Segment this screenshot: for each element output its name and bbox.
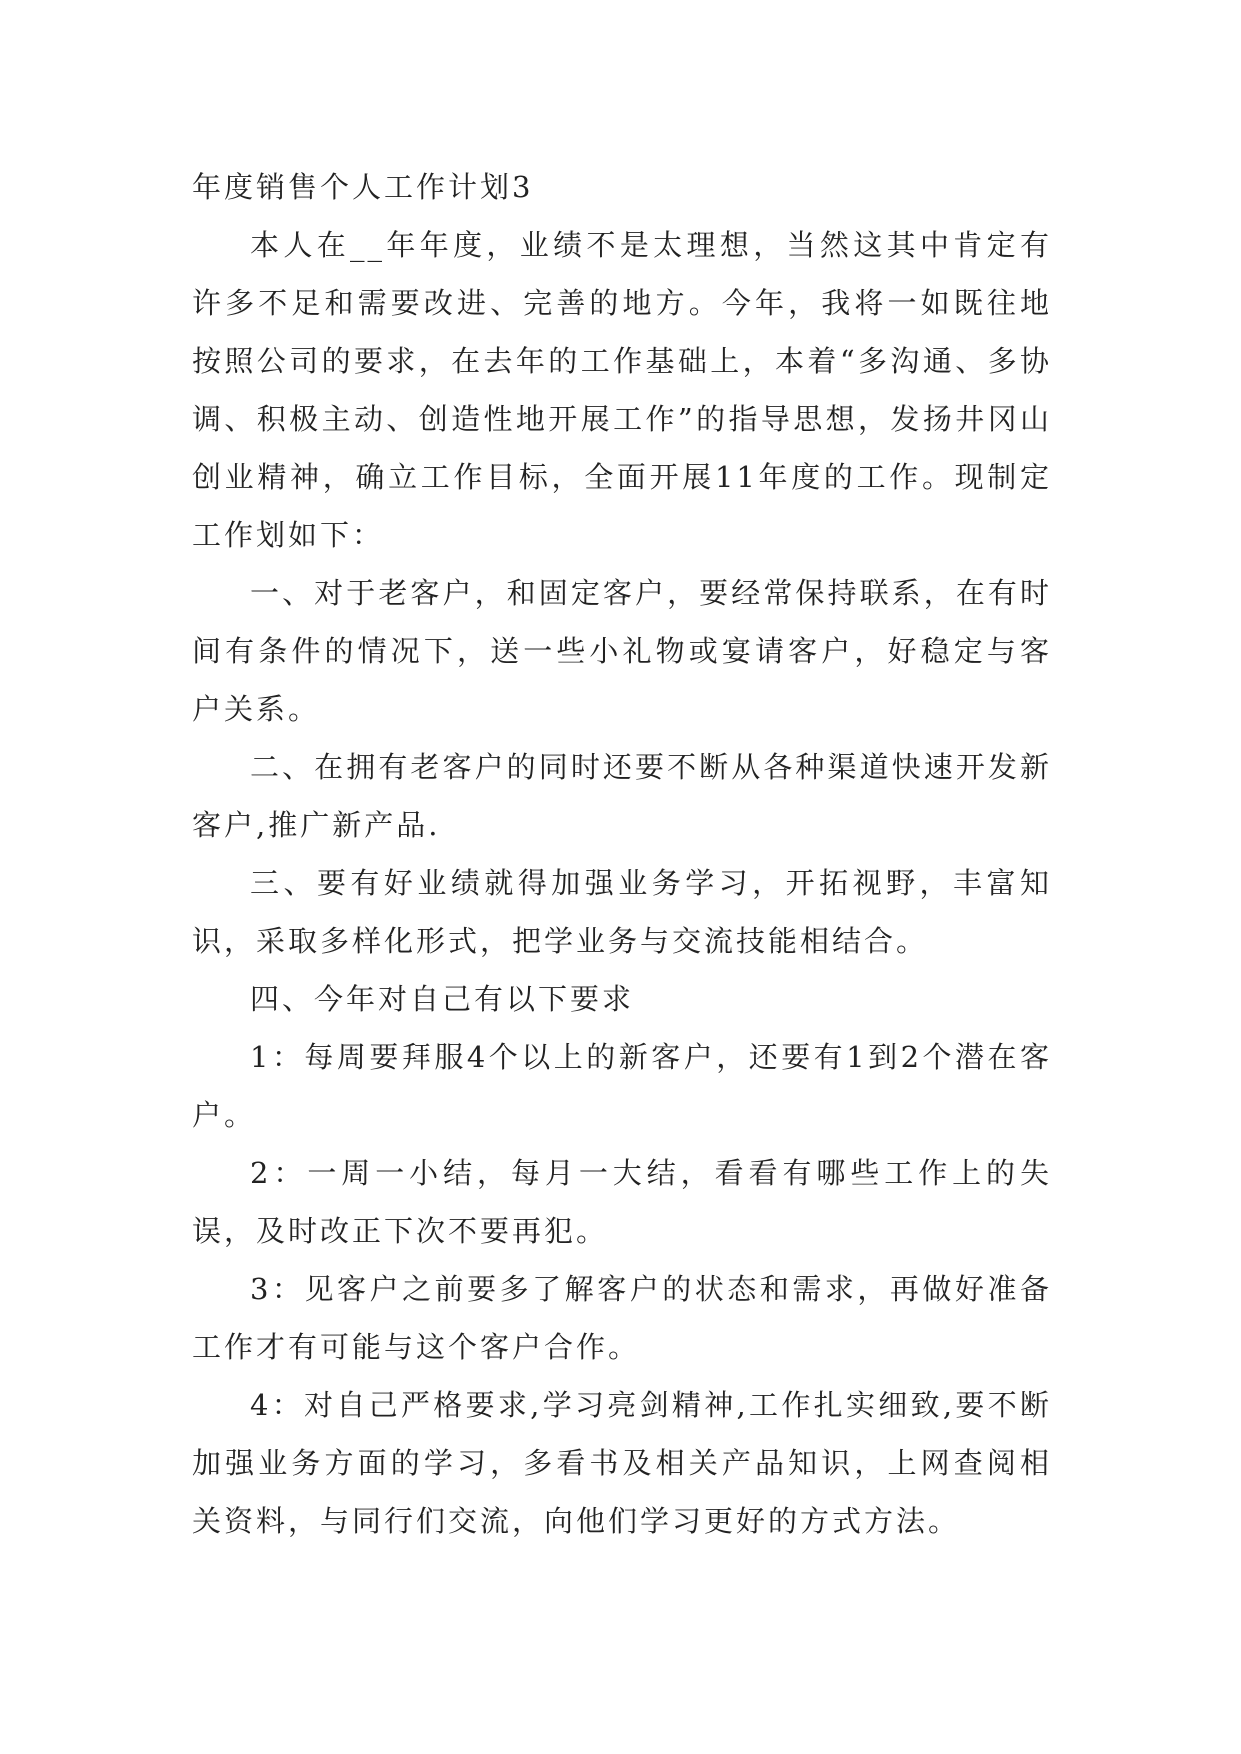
- plan-item-3-paragraph: 三、要有好业绩就得加强业务学习，开拓视野，丰富知识，采取多样化形式，把学业务与交流技能相结合。: [192, 866, 1052, 958]
- intro-paragraph: 本人在__年年度，业绩不是太理想，当然这其中肯定有许多不足和需要改进、完善的地方。今年，我将一如既往地按照公司的要求，在去年的工作基础上，本着“多沟通、多协调、积极主动、创造性地开展工作”的指导思想，发扬井冈山创业精神，确立工作目标，全面开展11年度的工作。现制定工作划如下：: [192, 228, 1052, 552]
- plan-item-2-paragraph: 二、在拥有老客户的同时还要不断从各种渠道快速开发新客户,推广新产品.: [192, 750, 1052, 842]
- plan-item-4-heading: 四、今年对自己有以下要求: [250, 982, 635, 1016]
- requirement-2-paragraph: 2：一周一小结，每月一大结，看看有哪些工作上的失误，及时改正下次不要再犯。: [192, 1156, 1052, 1248]
- requirement-1-paragraph: 1：每周要拜服4个以上的新客户，还要有1到2个潜在客户。: [192, 1040, 1052, 1132]
- plan-item-1-paragraph: 一、对于老客户，和固定客户，要经常保持联系，在有时间有条件的情况下，送一些小礼物或宴请客户，好稳定与客户关系。: [192, 576, 1052, 726]
- requirement-3-paragraph: 3：见客户之前要多了解客户的状态和需求，再做好准备工作才有可能与这个客户合作。: [192, 1272, 1052, 1364]
- document-body: [192, 158, 1052, 1550]
- requirement-4-paragraph: 4：对自己严格要求,学习亮剑精神,工作扎实细致,要不断加强业务方面的学习，多看书及相关产品知识，上网查阅相关资料，与同行们交流，向他们学习更好的方式方法。: [192, 1388, 1052, 1538]
- document-title: 年度销售个人工作计划3: [192, 170, 534, 204]
